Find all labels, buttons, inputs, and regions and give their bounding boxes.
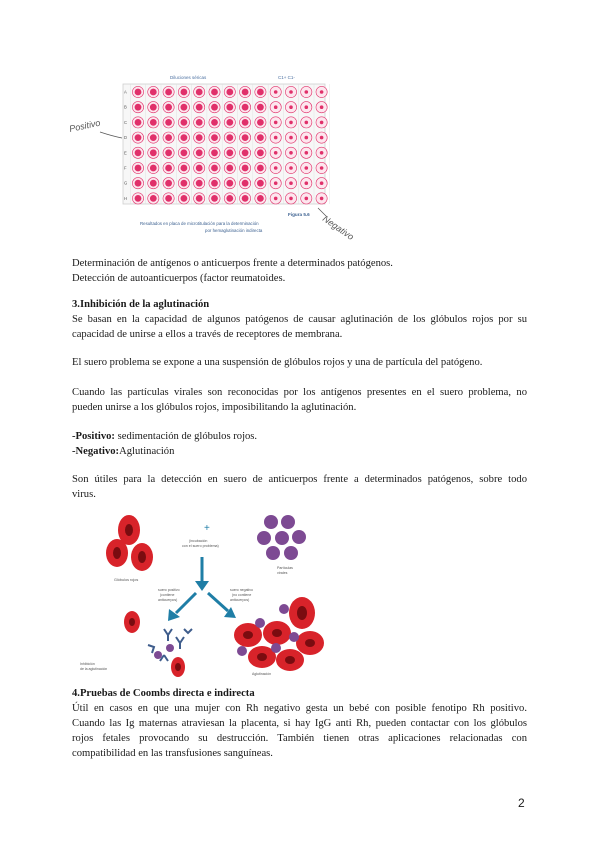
label-positive-serum-3: anticuerpos)	[158, 598, 178, 602]
well-sediment	[257, 165, 264, 172]
well-sediment	[181, 195, 188, 202]
label-positive-serum-2: (contiene	[160, 593, 175, 597]
well-sediment	[211, 195, 218, 202]
positive-result-line	[72, 429, 527, 445]
well-sediment	[242, 180, 249, 187]
agglutination-cluster	[234, 597, 324, 671]
well-sediment	[320, 181, 324, 185]
well-sediment	[257, 104, 264, 111]
microtiter-plate-figure	[60, 70, 400, 250]
section-3-p2: El suero problema se expone a una suspensión de glóbulos rojos y una de partícula del patógeno.	[72, 357, 483, 368]
hemagglutination-inhibition-figure	[72, 505, 342, 677]
well-sediment	[274, 90, 278, 94]
section-3-p1-line-1: Se basan en la capacidad de algunos patógenos de causar aglutinación de los glóbulos rojos por su	[72, 314, 527, 325]
well-sediment	[305, 136, 309, 140]
well-sediment	[196, 104, 203, 111]
section-4-line-2: Cuando las Ig maternas atraviesan la placenta, si hay IgG anti Rh, pueden contactar con los glóbulos	[72, 718, 527, 729]
well-sediment	[196, 89, 203, 96]
well-sediment	[181, 180, 188, 187]
well-sediment	[196, 119, 203, 126]
line-antigen-detection: Determinación de antígenos o anticuerpos frente a determinados patógenos.	[72, 258, 393, 269]
well-sediment	[181, 165, 188, 172]
well-sediment	[257, 134, 264, 141]
label-inhibition-2: de la aglutinación	[80, 667, 108, 671]
well-sediment	[257, 180, 264, 187]
well-sediment	[320, 121, 324, 125]
label-incubation-1: (incubación	[189, 539, 208, 543]
plate-row-label: C	[124, 119, 128, 125]
well-sediment	[211, 134, 218, 141]
well-sediment	[305, 197, 309, 201]
well-sediment	[242, 104, 249, 111]
well-sediment	[165, 119, 172, 126]
well-sediment	[320, 90, 324, 94]
well-sediment	[196, 165, 203, 172]
label-negative-serum-1: suero negativo	[230, 588, 253, 592]
plate-row-label: D	[124, 135, 128, 141]
negative-text: Aglutinación	[119, 446, 175, 457]
well-sediment	[289, 105, 293, 109]
label-agglutination: Aglutinación	[252, 672, 272, 676]
well-sediment	[289, 197, 293, 201]
label-negative-serum-3: anticuerpos)	[230, 598, 250, 602]
figure-number: Figura 5.6	[288, 212, 310, 217]
well-sediment	[150, 149, 157, 156]
positive-text: sedimentación de glóbulos rojos.	[114, 431, 258, 442]
section-4-line-4: compatibilidad en las transfusiones sanguíneas.	[72, 748, 273, 759]
well-sediment	[242, 195, 249, 202]
well-sediment	[226, 195, 233, 202]
well-sediment	[135, 165, 142, 172]
well-sediment	[257, 119, 264, 126]
label-viral-particles-1: Partículas	[277, 566, 293, 570]
plus-sign: +	[204, 523, 210, 534]
well-sediment	[150, 195, 157, 202]
plate-row-label: A	[124, 89, 127, 95]
well-sediment	[320, 105, 324, 109]
well-sediment	[305, 181, 309, 185]
section-4-title: 4.Pruebas de Coombs directa e indirecta	[72, 688, 255, 699]
well-sediment	[274, 197, 278, 201]
well-sediment	[150, 104, 157, 111]
well-sediment	[196, 195, 203, 202]
well-sediment	[242, 149, 249, 156]
well-sediment	[135, 149, 142, 156]
well-sediment	[274, 136, 278, 140]
well-sediment	[289, 136, 293, 140]
well-sediment	[211, 89, 218, 96]
well-sediment	[274, 181, 278, 185]
well-sediment	[242, 134, 249, 141]
well-sediment	[242, 165, 249, 172]
label-inhibition-1: Inhibición	[80, 662, 95, 666]
well-sediment	[150, 119, 157, 126]
well-sediment	[305, 151, 309, 155]
well-sediment	[135, 89, 142, 96]
well-sediment	[257, 149, 264, 156]
plate-row-label: G	[124, 180, 128, 186]
plate-row-label: E	[124, 150, 127, 156]
well-sediment	[196, 134, 203, 141]
plate-col-header-right: C1+ C1-	[278, 75, 295, 80]
well-sediment	[135, 104, 142, 111]
label-positive-serum-1: suero positivo	[158, 588, 180, 592]
well-sediment	[320, 166, 324, 170]
positive-label: -Positivo:	[72, 431, 115, 442]
well-sediment	[305, 90, 309, 94]
well-sediment	[211, 119, 218, 126]
well-sediment	[150, 89, 157, 96]
plate-col-header-left: Diluciones séricas	[170, 75, 207, 80]
well-sediment	[135, 195, 142, 202]
well-sediment	[181, 89, 188, 96]
well-sediment	[257, 89, 264, 96]
section-3-p3-line-2: pueden unirse a los glóbulos rojos, imposibilitando la aglutinación.	[72, 402, 357, 413]
negative-label: -Negativo:	[72, 446, 120, 457]
well-sediment	[274, 151, 278, 155]
well-sediment	[196, 149, 203, 156]
well-sediment	[242, 119, 249, 126]
well-sediment	[257, 195, 264, 202]
well-sediment	[165, 104, 172, 111]
figure-caption-line-2: por hemaglutinación indirecta	[205, 228, 263, 233]
section-3-p4-line-2: virus.	[72, 489, 96, 500]
well-sediment	[211, 180, 218, 187]
well-sediment	[242, 89, 249, 96]
well-sediment	[211, 149, 218, 156]
well-sediment	[320, 151, 324, 155]
well-sediment	[305, 166, 309, 170]
plate-row-label: H	[124, 195, 128, 201]
well-sediment	[181, 134, 188, 141]
red-blood-cells-group	[106, 515, 153, 571]
figure-caption-line-1: Resultados en placa de microtitulación para la determinación	[140, 221, 259, 226]
section-3-p4-line-1: Son útiles para la detección en suero de anticuerpos frente a determinados patógenos, sobre todo	[72, 474, 527, 485]
well-sediment	[165, 180, 172, 187]
well-sediment	[211, 104, 218, 111]
well-sediment	[274, 121, 278, 125]
section-4-line-3: rojos fetales provocando su destrucción. También tienen otras aplicaciones relacionadas con	[72, 733, 527, 744]
well-sediment	[226, 180, 233, 187]
well-sediment	[289, 166, 293, 170]
well-sediment	[289, 90, 293, 94]
well-sediment	[305, 121, 309, 125]
well-sediment	[226, 104, 233, 111]
label-negative-serum-2: (no contiene	[232, 593, 252, 597]
section-3-p3-line-1: Cuando las partículas virales son reconocidas por los antígenos presentes en el suero problema, no	[72, 387, 527, 398]
well-sediment	[196, 180, 203, 187]
label-red-blood-cells: Glóbulos rojos	[114, 578, 139, 582]
well-sediment	[289, 151, 293, 155]
well-sediment	[165, 134, 172, 141]
section-3-p1-line-2: capacidad de unirse a ellos a través de receptores de membrana.	[72, 329, 343, 340]
well-sediment	[274, 105, 278, 109]
well-sediment	[150, 180, 157, 187]
well-sediment	[165, 149, 172, 156]
well-sediment	[165, 89, 172, 96]
well-sediment	[165, 165, 172, 172]
well-sediment	[181, 119, 188, 126]
well-sediment	[226, 134, 233, 141]
well-sediment	[150, 165, 157, 172]
well-sediment	[226, 149, 233, 156]
label-incubation-2: con el suero problema)	[182, 544, 219, 548]
well-sediment	[289, 121, 293, 125]
well-sediment	[135, 119, 142, 126]
section-3-title: 3.Inhibición de la aglutinación	[72, 299, 210, 310]
well-sediment	[181, 149, 188, 156]
well-sediment	[135, 134, 142, 141]
line-autoantibody-detection: Detección de autoanticuerpos (factor reumatoides.	[72, 273, 286, 284]
negative-result-line	[72, 444, 527, 460]
well-sediment	[226, 119, 233, 126]
annotation-positive: Positivo	[68, 117, 102, 134]
well-sediment	[289, 181, 293, 185]
page-number: 2	[518, 796, 525, 810]
well-sediment	[211, 165, 218, 172]
well-sediment	[226, 165, 233, 172]
well-sediment	[165, 195, 172, 202]
section-4-line-1: Útil en casos en que una mujer con Rh negativo gesta un bebé con posible fenotipo Rh positivo.	[72, 703, 527, 714]
well-sediment	[135, 180, 142, 187]
plate-row-label: F	[124, 165, 127, 171]
label-viral-particles-2: virales	[277, 571, 288, 575]
annotation-negative: Negativo	[320, 213, 356, 243]
plate-row-label: B	[124, 104, 127, 110]
well-sediment	[181, 104, 188, 111]
well-sediment	[150, 134, 157, 141]
well-sediment	[274, 166, 278, 170]
viral-particles-group	[257, 515, 306, 560]
well-sediment	[305, 105, 309, 109]
well-sediment	[226, 89, 233, 96]
well-sediment	[320, 136, 324, 140]
inhibition-cluster	[124, 611, 192, 677]
well-sediment	[320, 197, 324, 201]
